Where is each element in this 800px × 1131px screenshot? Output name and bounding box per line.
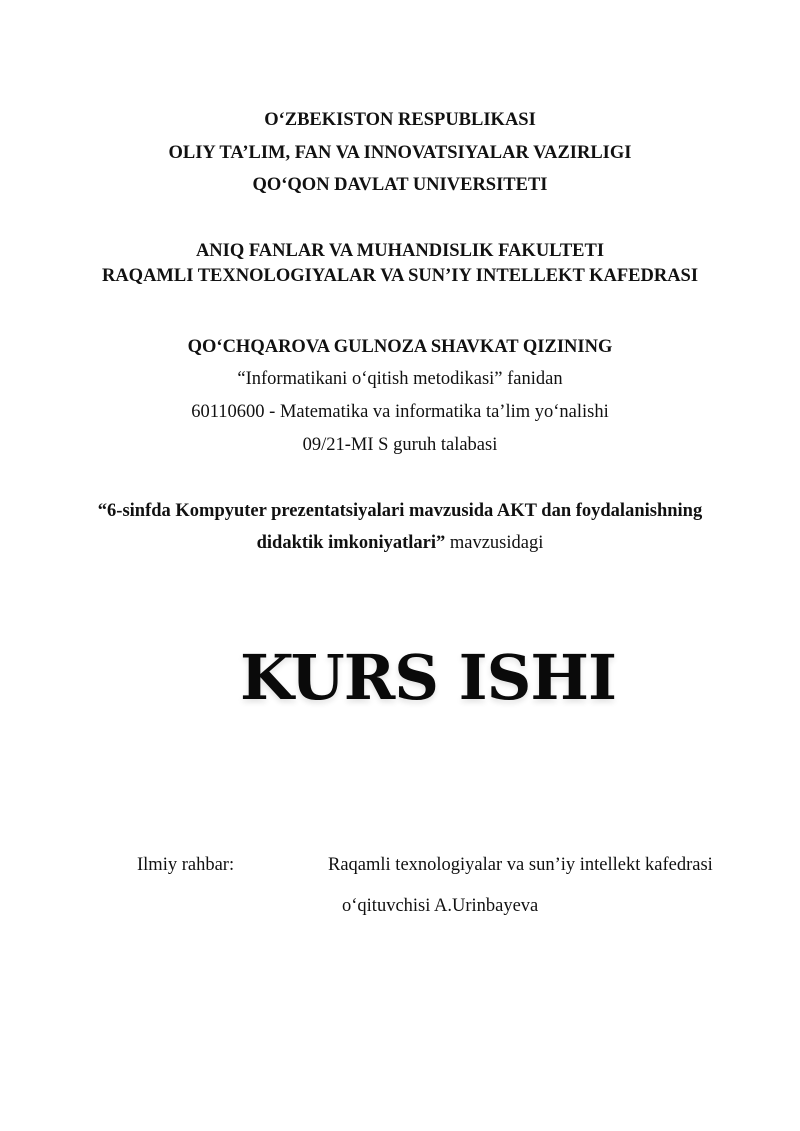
topic-line-1: “6-sinfda Kompyuter prezentatsiyalari mavzusida AKT dan foydalanishning <box>97 501 703 521</box>
ministry-heading: OLIY TA’LIM, FAN VA INNOVATSIYALAR VAZIRLIGI <box>168 143 632 163</box>
supervisor-label: Ilmiy rahbar: <box>137 855 235 875</box>
topic-line-2-suffix: mavzusidagi <box>445 533 544 553</box>
student-name: QO‘CHQAROVA GULNOZA SHAVKAT QIZINING <box>187 337 613 357</box>
subject-line: “Informatikani o‘qitish metodikasi” fanidan <box>237 369 563 389</box>
university-heading: QO‘QON DAVLAT UNIVERSITETI <box>252 175 548 195</box>
supervisor-name: o‘qituvchisi A.Urinbayeva <box>342 896 539 916</box>
country-heading: O‘ZBEKISTON RESPUBLIKASI <box>264 110 536 130</box>
department-heading: RAQAMLI TEXNOLOGIYALAR VA SUN’IY INTELLEKT KAFEDRASI <box>101 266 699 286</box>
group-line: 09/21-MI S guruh talabasi <box>302 435 498 455</box>
topic-line-2-bold: didaktik imkoniyatlari” <box>256 533 446 553</box>
topic-line-2 <box>0 532 800 554</box>
program-line: 60110600 - Matematika va informatika ta’lim yo‘nalishi <box>191 402 609 422</box>
document-type-title: KURS ISHI <box>240 641 616 714</box>
supervisor-department: Raqamli texnologiyalar va sun’iy intellekt kafedrasi <box>328 855 713 875</box>
faculty-heading: ANIQ FANLAR VA MUHANDISLIK FAKULTETI <box>195 241 605 261</box>
